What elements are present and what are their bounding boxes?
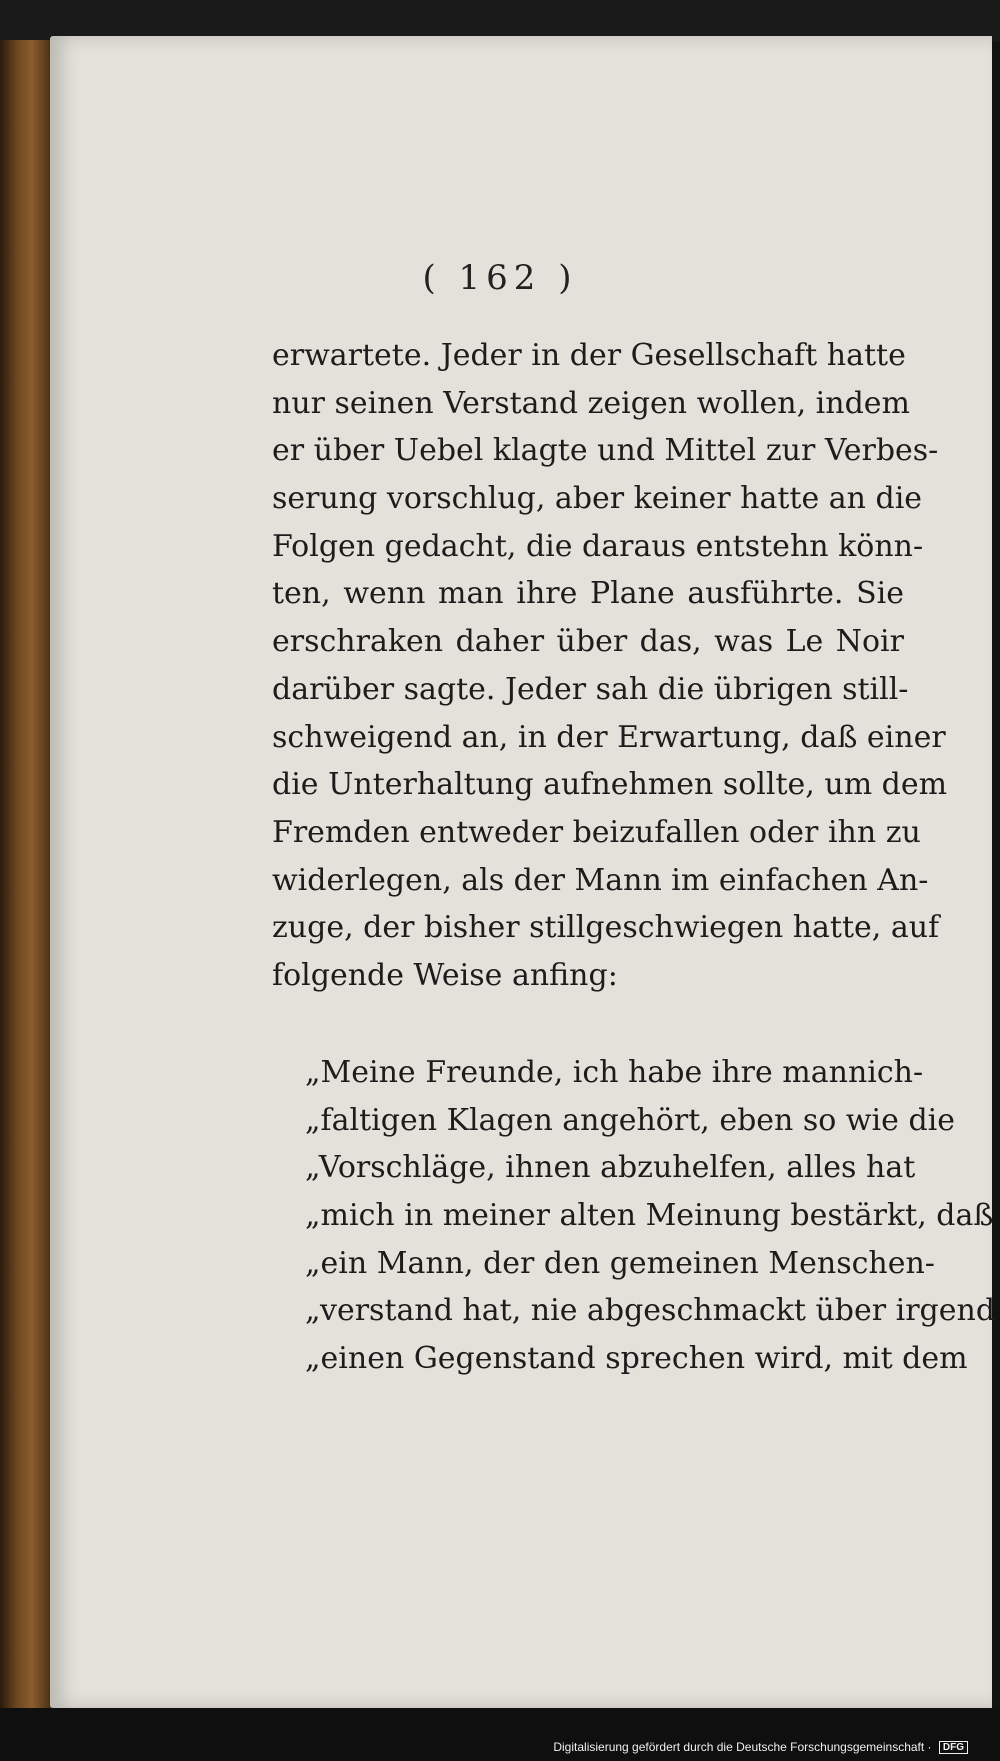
quoted-speech xyxy=(305,1049,996,1383)
text-line: erschraken daher über das, was Le Noir xyxy=(272,624,904,660)
text-line: nur seinen Verstand zeigen wollen, indem xyxy=(272,385,910,421)
text-line: ten, wenn man ihre Plane ausführte. Sie xyxy=(272,576,904,612)
quote-line: „mich in meiner alten Meinung bestärkt, daß xyxy=(305,1198,994,1234)
digitization-credit xyxy=(553,1740,968,1754)
credit-text: Digitalisierung gefördert durch die Deutsche Forschungsgemeinschaft · xyxy=(553,1740,932,1754)
text-line: er über Uebel klagte und Mittel zur Verbes- xyxy=(272,433,939,469)
text-line: darüber sagte. Jeder sah die übrigen still- xyxy=(272,671,909,707)
text-line: zuge, der bisher stillgeschwiegen hatte, auf xyxy=(272,910,940,946)
text-line: serung vorschlug, aber keiner hatte an die xyxy=(272,481,923,517)
quote-line: „Vorschläge, ihnen abzuhelfen, alles hat xyxy=(305,1150,916,1186)
quote-line: „ein Mann, der den gemeinen Menschen- xyxy=(305,1245,935,1281)
page-number: ( 162 ) xyxy=(422,258,578,298)
text-line: schweigend an, in der Erwartung, daß einer xyxy=(272,719,946,755)
text-line: widerlegen, als der Mann im einfachen An- xyxy=(272,862,929,898)
text-line: folgende Weise anfing: xyxy=(272,957,618,993)
dfg-logo-icon: DFG xyxy=(939,1741,968,1754)
text-line: Fremden entweder beizufallen oder ihn zu xyxy=(272,814,921,850)
quote-line: „faltigen Klagen angehört, eben so wie die xyxy=(305,1102,955,1138)
body-text xyxy=(272,332,948,1000)
quote-line: „einen Gegenstand sprechen wird, mit dem xyxy=(305,1341,968,1377)
quote-line: „verstand hat, nie abgeschmackt über irgend xyxy=(305,1293,996,1329)
quote-line: „Meine Freunde, ich habe ihre mannich- xyxy=(305,1055,924,1090)
text-line: Folgen gedacht, die daraus entstehn könn- xyxy=(272,528,924,564)
text-line: erwartete. Jeder in der Gesellschaft hatte xyxy=(272,338,906,373)
text-line: die Unterhaltung aufnehmen sollte, um dem xyxy=(272,767,948,803)
